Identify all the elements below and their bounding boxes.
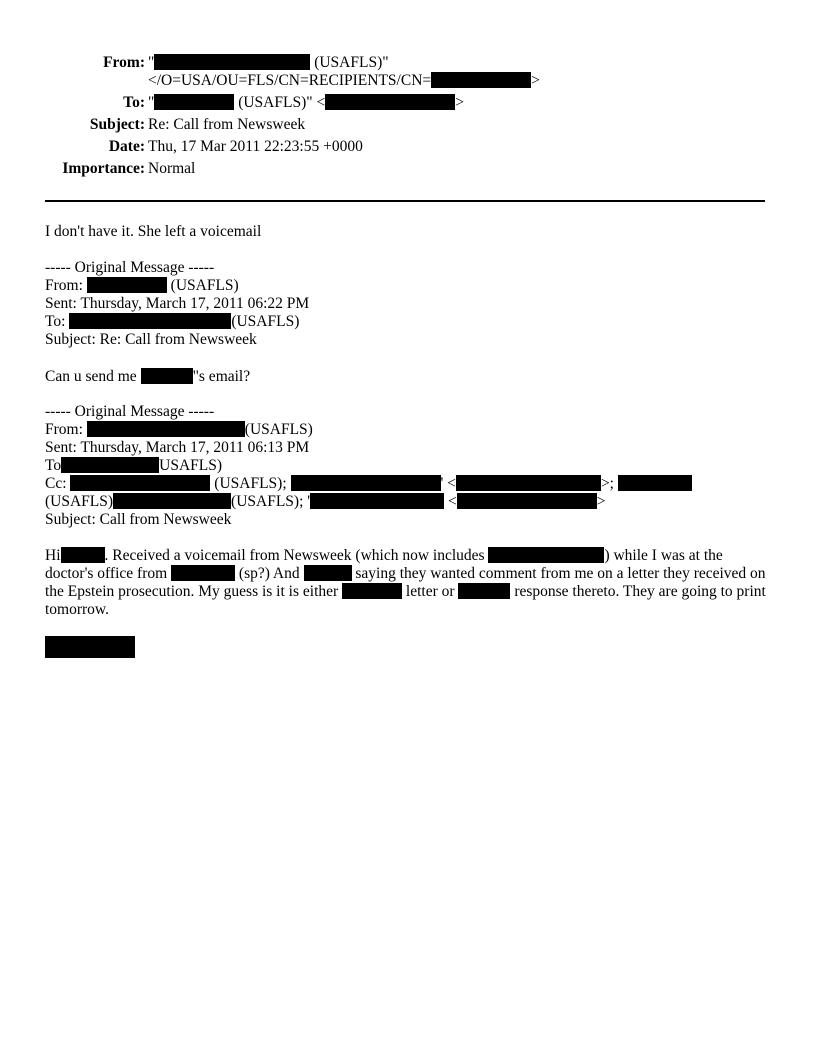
signature-redaction: [45, 636, 135, 658]
header-date-row: [0, 138, 363, 156]
from-label: From:: [103, 54, 145, 71]
redaction: [154, 94, 234, 110]
redaction: [342, 583, 402, 599]
redaction: [456, 475, 601, 491]
subject-value: Re: Call from Newsweek: [148, 116, 306, 133]
redaction: [325, 94, 455, 110]
orig2-cc-cont: (USAFLS) (USAFLS); ' < >: [45, 493, 606, 510]
redaction: [113, 493, 231, 509]
redaction: [69, 313, 231, 329]
redaction: [154, 54, 310, 70]
redaction: [431, 72, 531, 88]
orig2-sent: Sent: Thursday, March 17, 2011 06:13 PM: [45, 439, 310, 456]
importance-value: Normal: [148, 160, 196, 177]
redaction: [141, 368, 193, 384]
orig1-from: From: (USAFLS): [45, 277, 239, 294]
redaction: [61, 547, 105, 563]
redaction: [488, 547, 604, 563]
header-from-row: [0, 54, 389, 72]
redaction: [87, 277, 167, 293]
original-message-separator: ----- Original Message -----: [45, 259, 215, 276]
redaction: [291, 475, 441, 491]
orig1-subject: Subject: Re: Call from Newsweek: [45, 331, 257, 348]
redaction: [458, 583, 510, 599]
header-to-row: [0, 94, 464, 112]
orig1-message: Can u send me "s email?: [45, 368, 251, 385]
redaction: [457, 493, 597, 509]
header-importance-row: [0, 160, 195, 178]
orig1-to: To: (USAFLS): [45, 313, 300, 330]
original-message-separator: ----- Original Message -----: [45, 403, 215, 420]
orig2-to: To USAFLS): [45, 457, 223, 474]
from-address: </O=USA/OU=FLS/CN=RECIPIENTS/CN= >: [148, 72, 540, 89]
reply-text: I don't have it. She left a voicemail: [45, 223, 262, 240]
from-value: " (USAFLS)": [148, 54, 389, 71]
date-value: Thu, 17 Mar 2011 22:23:55 +0000: [148, 138, 363, 155]
orig2-from: From: (USAFLS): [45, 421, 313, 438]
to-value: " (USAFLS)" < >: [148, 94, 464, 111]
redaction: [310, 493, 444, 509]
orig1-sent: Sent: Thursday, March 17, 2011 06:22 PM: [45, 295, 310, 312]
header-from-row-2: [0, 72, 540, 90]
importance-label: Importance:: [62, 160, 145, 177]
redaction: [70, 475, 210, 491]
to-label: To:: [123, 94, 145, 111]
header-divider: [45, 200, 765, 202]
header-subject-row: [0, 116, 305, 134]
redaction: [171, 565, 235, 581]
redaction: [87, 421, 245, 437]
redaction: [304, 565, 352, 581]
orig2-message: Hi . Received a voicemail from Newsweek (which now includes ) while I was at the doctor's office from (sp?) And saying they wanted comment from me on a letter they received on the Epstein prosecution. My guess is it is either letter or response thereto. They are going to print tomorrow.: [45, 547, 766, 618]
orig2-subject: Subject: Call from Newsweek: [45, 511, 232, 528]
subject-label: Subject:: [89, 116, 145, 133]
date-label: Date:: [108, 138, 145, 155]
redaction: [61, 457, 159, 473]
redaction: [618, 475, 692, 491]
orig2-cc: Cc: (USAFLS); ' < >;: [45, 475, 692, 493]
